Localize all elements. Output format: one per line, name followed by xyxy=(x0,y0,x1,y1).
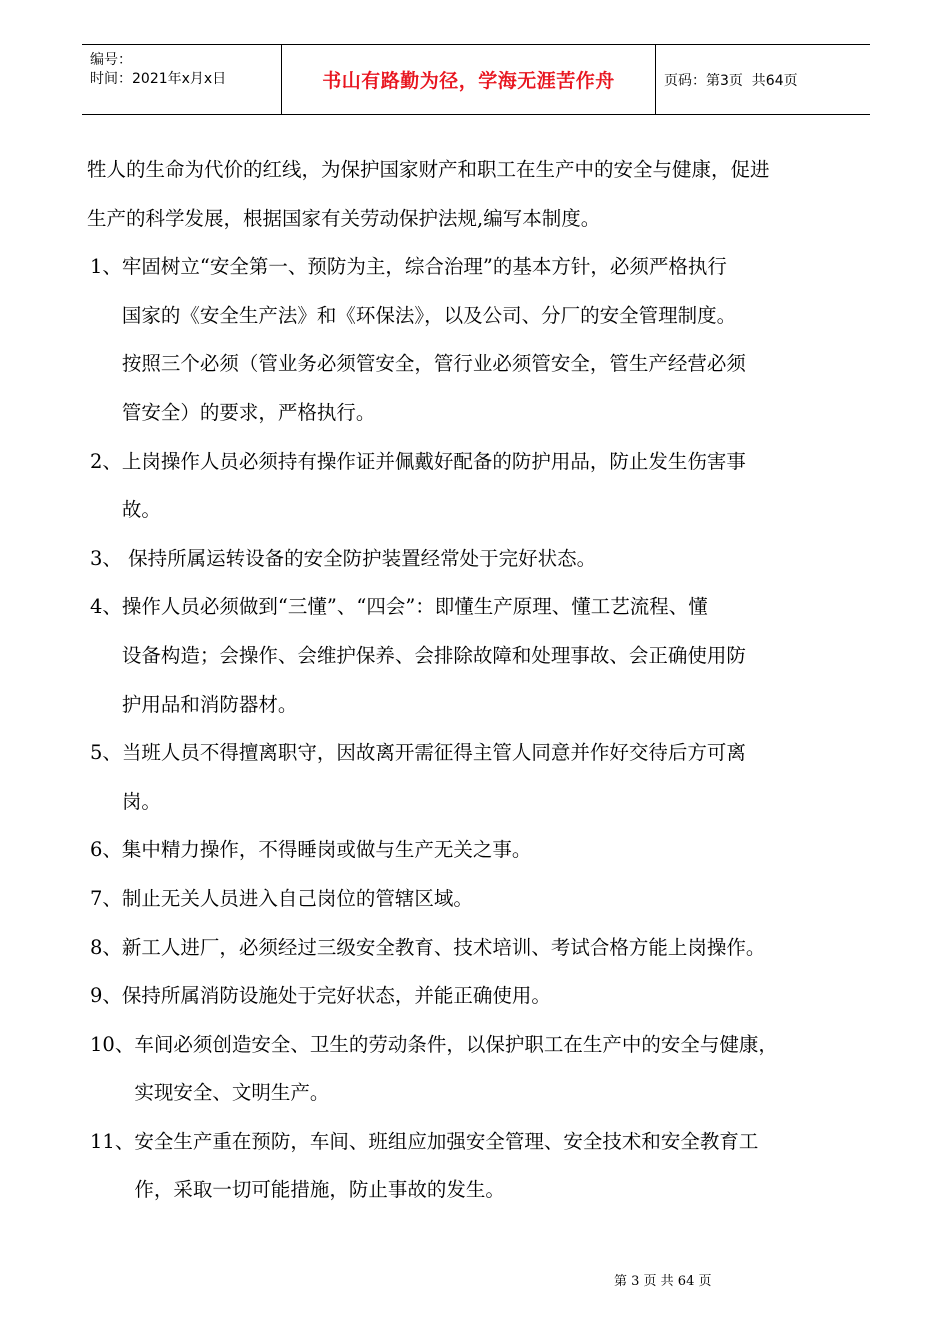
rule-item xyxy=(90,535,880,584)
rule-text xyxy=(122,972,551,1021)
rule-text xyxy=(134,1021,778,1118)
rule-text-line: 设备构造；会操作、会维护保养、会排除故障和处理事故、会正确使用防 xyxy=(121,643,746,667)
rule-number: 8、 xyxy=(90,935,122,959)
rule-number: 1、 xyxy=(90,255,122,279)
header-page-info xyxy=(656,45,870,114)
rule-number: 10、 xyxy=(90,1032,135,1056)
rule-text-line: 当班人员不得擅离职守，因故离开需征得主管人同意并作好交待后方可离 xyxy=(121,741,746,765)
rule-text-line: 作，采取一切可能措施，防止事故的发生。 xyxy=(134,1178,505,1202)
rules-list xyxy=(90,243,880,1215)
header-meta xyxy=(82,45,282,114)
rule-text xyxy=(122,243,746,437)
rule-text xyxy=(122,583,746,729)
rule-text xyxy=(122,924,766,973)
serial-label: 编号： xyxy=(90,52,132,68)
rule-text-line: 上岗操作人员必须持有操作证并佩戴好配备的防护用品，防止发生伤害事 xyxy=(121,449,746,473)
rule-item xyxy=(90,583,880,729)
rule-item xyxy=(90,729,880,826)
rule-text-line: 安全生产重在预防，车间、班组应加强安全管理、安全技术和安全教育工 xyxy=(134,1129,759,1153)
rule-number: 6、 xyxy=(90,838,122,862)
rule-number: 5、 xyxy=(90,741,122,765)
rule-text-line: 保持所属消防设施处于完好状态，并能正确使用。 xyxy=(121,984,551,1008)
rule-text-line: 管安全）的要求，严格执行。 xyxy=(121,400,376,424)
intro-line: 牲人的生命为代价的红线，为保护国家财产和职工在生产中的安全与健康，促进 xyxy=(87,158,770,181)
rule-item xyxy=(90,826,880,875)
page-header xyxy=(82,44,870,115)
rule-text-line: 故。 xyxy=(121,498,161,522)
rule-text-line: 保持所属运转设备的安全防护装置经常处于完好状态。 xyxy=(128,546,597,570)
intro-line: 生产的科学发展，根据国家有关劳动保护法规,编写本制度。 xyxy=(87,206,601,230)
rule-text-line: 操作人员必须做到“三懂”、“四会”：即懂生产原理、懂工艺流程、懂 xyxy=(121,595,708,619)
rule-number: 11、 xyxy=(90,1129,135,1153)
rule-item xyxy=(90,972,880,1021)
rule-item xyxy=(90,243,880,437)
footer-page-number: 第 3 页 共 64 页 xyxy=(614,1274,712,1289)
rule-number: 2、 xyxy=(90,449,122,473)
rule-text-line: 实现安全、文明生产。 xyxy=(134,1081,330,1105)
rule-text-line: 牢固树立“安全第一、预防为主，综合治理”的基本方针，必须严格执行 xyxy=(121,255,727,279)
rule-text xyxy=(122,438,746,535)
rule-text-line: 集中精力操作，不得睡岗或做与生产无关之事。 xyxy=(121,838,532,862)
page-info-text: 页码：第3页 共64页 xyxy=(664,72,798,89)
rule-text-line: 制止无关人员进入自己岗位的管辖区域。 xyxy=(121,886,473,910)
rule-number: 9、 xyxy=(90,984,122,1008)
rule-number: 4、 xyxy=(90,595,122,619)
rule-text xyxy=(128,535,596,584)
rule-text xyxy=(122,729,746,826)
rule-item xyxy=(90,1021,880,1118)
rule-text-line: 岗。 xyxy=(121,789,161,813)
rule-text xyxy=(122,826,532,875)
rule-text-line: 按照三个必须（管业务必须管安全，管行业必须管安全，管生产经营必须 xyxy=(121,352,746,376)
header-motto: 书山有路勤为径，学海无涯苦作舟 xyxy=(282,45,656,114)
rule-item xyxy=(90,875,880,924)
rule-item xyxy=(90,924,880,973)
time-label: 时间：2021年x月x日 xyxy=(90,71,227,87)
rule-text xyxy=(134,1118,758,1215)
rule-text-line: 国家的《安全生产法》和《环保法》，以及公司、分厂的安全管理制度。 xyxy=(121,303,737,327)
rule-number: 3、 xyxy=(90,546,129,570)
rule-text-line: 新工人进厂，必须经过三级安全教育、技术培训、考试合格方能上岗操作。 xyxy=(121,935,766,959)
rule-text-line: 车间必须创造安全、卫生的劳动条件，以保护职工在生产中的安全与健康， xyxy=(134,1032,778,1056)
rule-text-line: 护用品和消防器材。 xyxy=(121,692,298,716)
rule-item xyxy=(90,438,880,535)
rule-item xyxy=(90,1118,880,1215)
rule-text xyxy=(122,875,473,924)
document-body xyxy=(87,146,880,1215)
rule-number: 7、 xyxy=(90,886,122,910)
